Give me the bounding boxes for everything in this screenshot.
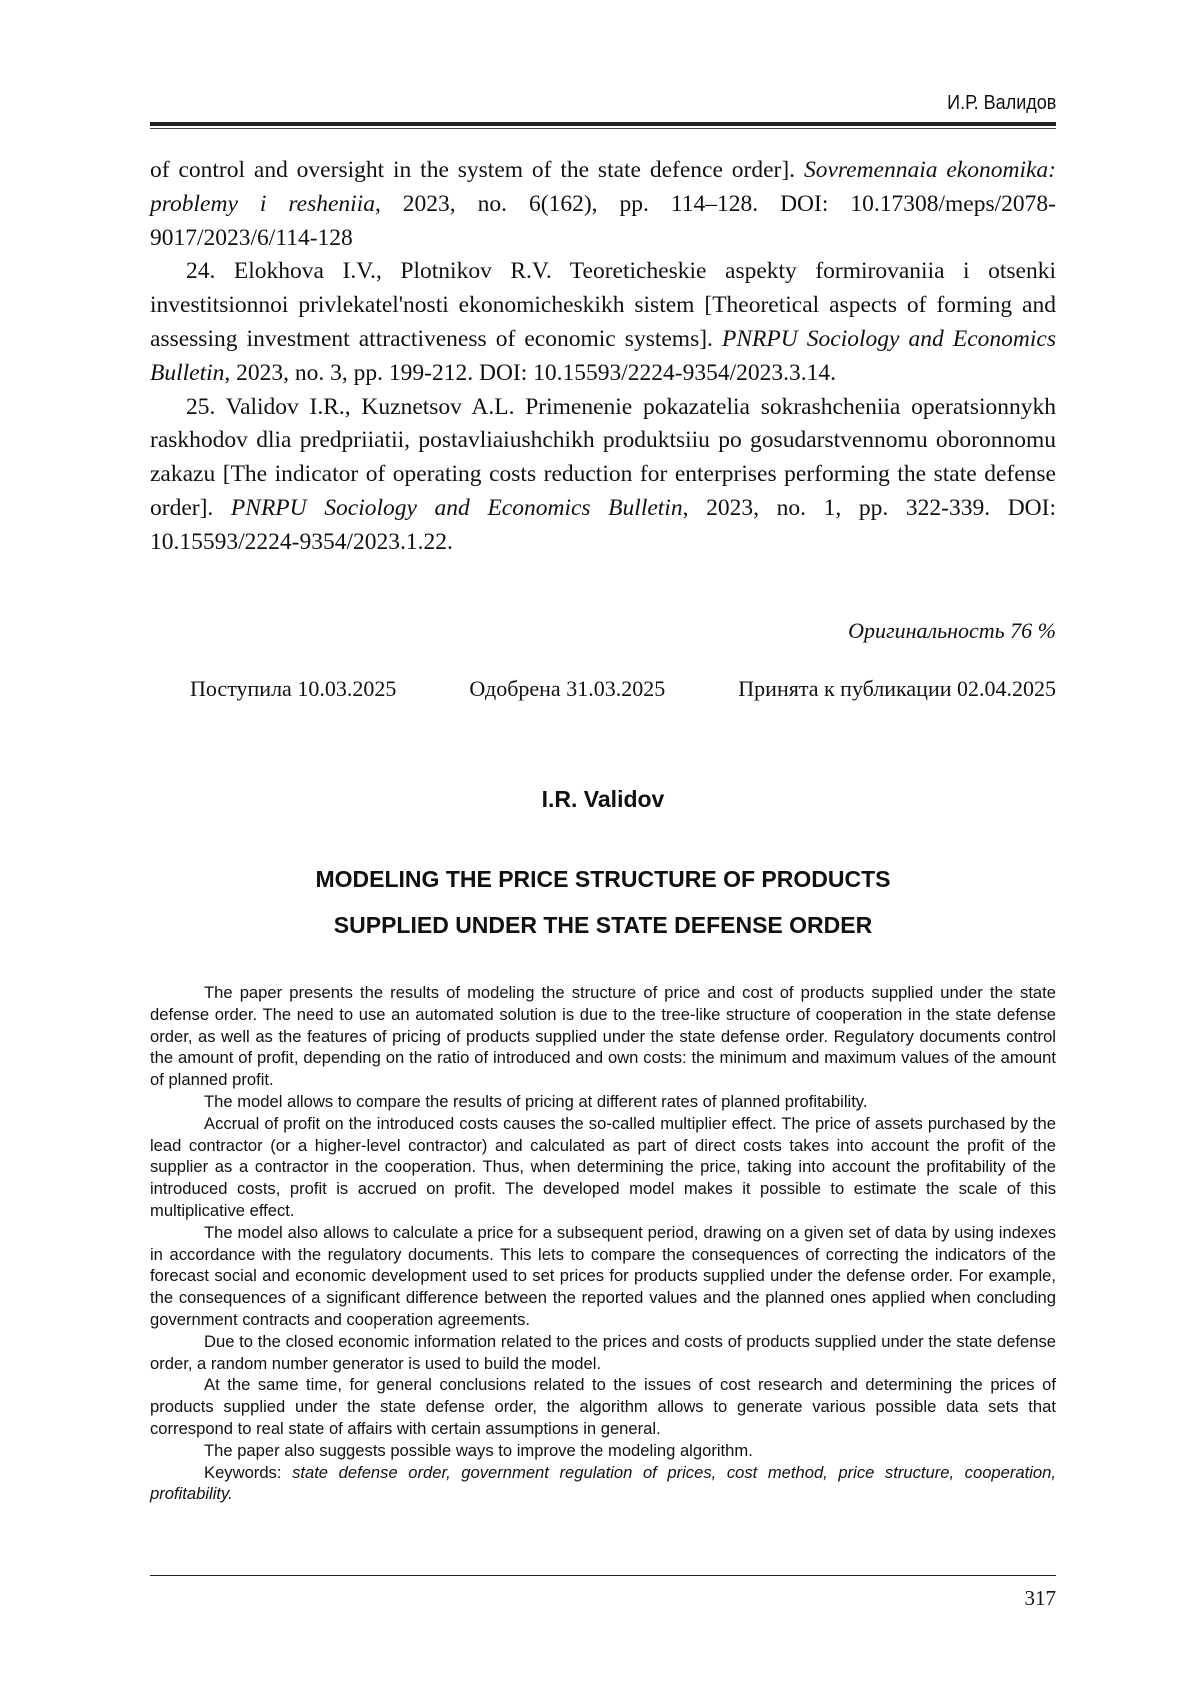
ref-text: 24. Elokhova I.V., Plotnikov R.V. Teoreticheskie aspekty formirovaniia i otsenki investitsionnoi privlekatel'nosti ekonomicheskikh sistem [Theoretical aspects of forming and assessing investment attractiveness of economic systems]. — [150, 258, 1056, 352]
ref-text: of control and oversight in the system of the state defence order]. — [150, 157, 804, 183]
header-rule — [150, 122, 1056, 126]
reference-list — [150, 154, 1056, 560]
received-date: Поступила 10.03.2025 — [190, 676, 397, 701]
abstract-paragraph: Due to the closed economic information related to the prices and costs of products supplied under the state defense order, a random number generator is used to build the model. — [150, 1331, 1056, 1373]
abstract-paragraph: Accrual of profit on the introduced costs causes the so-called multiplier effect. The price of assets purchased by the lead contractor (or a higher-level contractor) and calculated as part of direct costs takes into account the profit of the supplier as a contractor in the cooperation. Thus, when determining the price, taking into account the profitability of the introduced costs, profit is accrued on profit. The developed model makes it possible to estimate the scale of this multiplicative effect. — [150, 1113, 1056, 1220]
abstract-paragraph: The model allows to compare the results of pricing at different rates of planned profitability. — [204, 1091, 868, 1111]
ref-journal: PNRPU Sociology and Economics Bulletin — [150, 325, 1056, 386]
header-rule-thin — [150, 128, 1056, 129]
page-number: 317 — [1024, 1586, 1056, 1610]
article-title — [150, 856, 1056, 948]
article-author: I.R. Validov — [541, 786, 665, 812]
running-head: И.Р. Валидов — [946, 92, 1056, 114]
ref-journal: PNRPU Sociology and Economics Bulletin — [230, 494, 683, 521]
publication-dates — [190, 676, 1056, 702]
abstract-paragraph: The paper also suggests possible ways to improve the modeling algorithm. — [204, 1440, 753, 1460]
abstract-paragraph: At the same time, for general conclusions related to the issues of cost research and determining the prices of products supplied under the state defense order, the algorithm allows to generate various possible data sets that correspond to real state of affairs with certain assumptions in general. — [150, 1375, 1056, 1438]
title-line: MODELING THE PRICE STRUCTURE OF PRODUCTS — [315, 866, 891, 892]
originality: Оригинальность 76 % — [848, 618, 1056, 643]
ref-text: , 2023, no. 3, pp. 199-212. DOI: 10.15593/2224-9354/2023.3.14. — [224, 359, 837, 386]
footer-rule — [150, 1575, 1056, 1576]
ref-text: 25. Validov I.R., Kuznetsov A.L. Primenenie pokazatelia sokrashcheniia operatsionnykh raskhodov dlia predpriiatii, postavliaiushchikh produktsiiu po gosudarstvennomu oboronnomu zakazu [The indicator of operating costs reduction for enterprises performing the state defense order]. — [150, 393, 1056, 521]
keywords — [150, 1462, 1056, 1506]
abstract — [150, 982, 1056, 1505]
ref-text: , 2023, no. 1, pp. 322-339. DOI: 10.15593/2224-9354/2023.1.22. — [150, 494, 1057, 555]
approved-date: Одобрена 31.03.2025 — [469, 676, 666, 701]
keywords-list: state defense order, government regulation of prices, cost method, price structure, cooperation, profitability. — [150, 1462, 1057, 1504]
abstract-paragraph: The paper presents the results of modeling the structure of price and cost of products supplied under the state defense order. The need to use an automated solution is due to the tree-like structure of cooperation in the state defense order, as well as the features of pricing of products supplied under the state defense order. Regulatory documents control the amount of profit, depending on the ratio of introduced and own costs: the minimum and maximum values of the amount of planned profit. — [150, 983, 1056, 1090]
keywords-label: Keywords: — [204, 1462, 293, 1482]
title-line: SUPPLIED UNDER THE STATE DEFENSE ORDER — [333, 912, 873, 938]
reference-continued — [150, 154, 1056, 255]
reference-25 — [150, 391, 1056, 560]
abstract-paragraph: The model also allows to calculate a price for a subsequent period, drawing on a given set of data by using indexes in accordance with the regulatory documents. This lets to compare the consequences of correcting the indicators of the forecast social and economic development used to set prices for products supplied under the defense order. For example, the consequences of a significant difference between the reported values and the planned ones applied when concluding government contracts and cooperation agreements. — [150, 1222, 1056, 1329]
accepted-date: Принята к публикации 02.04.2025 — [738, 676, 1056, 701]
ref-text: , 2023, no. 6(162), pp. 114–128. DOI: 10.17308/meps/2078-9017/2023/6/114-128 — [150, 190, 1056, 251]
ref-journal: Sovremennaia ekonomika: problemy i resheniia — [150, 157, 1056, 217]
reference-24 — [150, 255, 1056, 390]
